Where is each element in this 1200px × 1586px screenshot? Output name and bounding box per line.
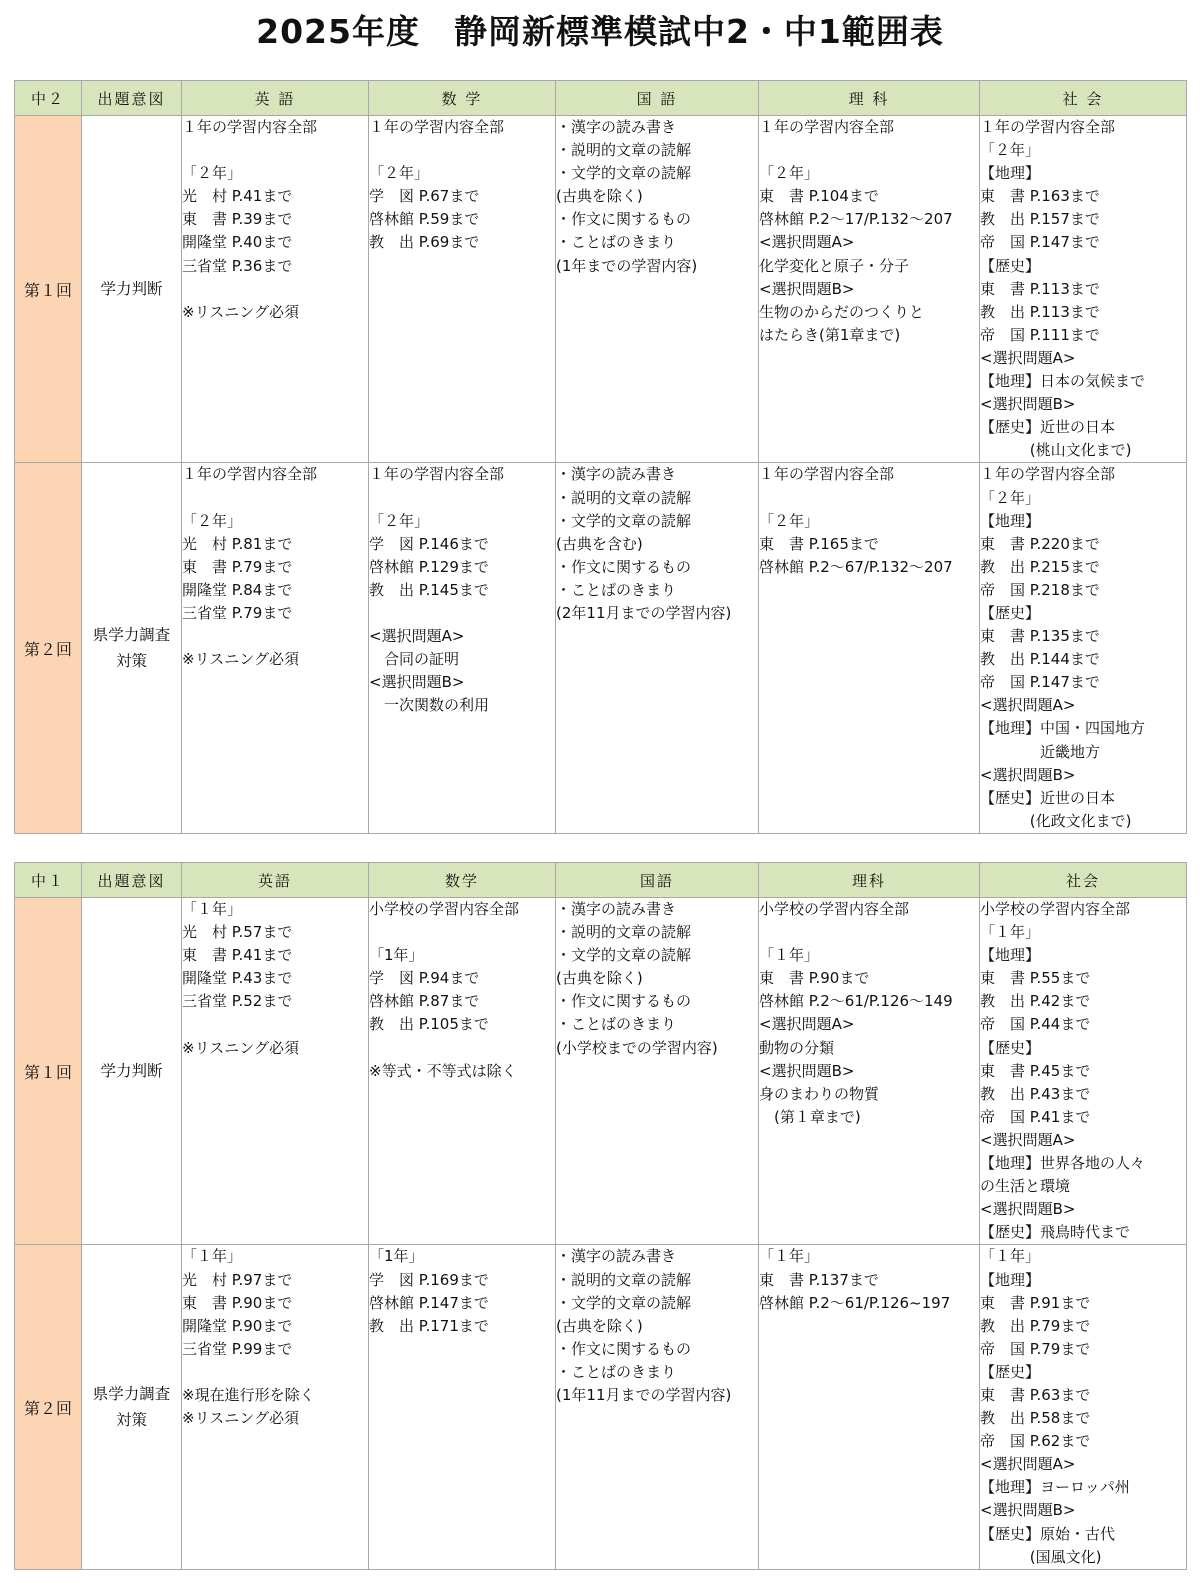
column-header: 理科	[759, 863, 980, 898]
intent-line: 対策	[115, 652, 147, 671]
range-line: ・説明的文章の読解	[556, 488, 692, 507]
range-line: 「１年」	[759, 1247, 820, 1266]
range-line: 帝 国 P.147まで	[980, 673, 1100, 692]
range-line: 啓林館 P.129まで	[369, 557, 489, 576]
japanese-range-cell	[556, 116, 759, 463]
range-line: 「２年」	[182, 164, 243, 183]
range-line	[182, 1361, 368, 1384]
range-line: 東 書 P.41まで	[182, 946, 293, 965]
range-line: (古典を含む)	[556, 534, 643, 553]
range-line: 身のまわりの物質	[759, 1084, 880, 1103]
range-line: 教 出 P.69まで	[369, 233, 480, 252]
range-line: 開隆堂 P.84まで	[182, 580, 293, 599]
range-line: １年の学習内容全部	[369, 465, 505, 484]
range-line: 三省堂 P.99まで	[182, 1339, 293, 1358]
range-line: の生活と環境	[980, 1177, 1071, 1196]
range-line: 啓林館 P.2～67/P.132～207	[759, 557, 953, 576]
range-line: 学 図 P.67まで	[369, 187, 480, 206]
japanese-range-cell	[556, 1245, 759, 1569]
range-line: 「１年」	[182, 900, 243, 918]
range-line: 教 出 P.58まで	[980, 1409, 1091, 1428]
range-line: 生物のからだのつくりと	[759, 302, 925, 321]
range-line: 「1年」	[369, 946, 424, 965]
intent-cell	[82, 463, 182, 834]
range-line: 開隆堂 P.40まで	[182, 233, 293, 252]
range-line: 【歴史】原始・古代	[980, 1524, 1116, 1543]
range-line: 三省堂 P.79まで	[182, 603, 293, 622]
range-line: (古典を除く)	[556, 969, 643, 988]
range-line	[182, 487, 368, 510]
column-header: 出題意図	[82, 863, 182, 898]
intent-line: 県学力調査	[92, 1385, 171, 1404]
range-line: 教 出 P.144まで	[980, 650, 1100, 669]
column-header: 国 語	[556, 81, 759, 116]
range-line	[759, 139, 979, 162]
range-line: 「1年」	[369, 1247, 424, 1266]
range-line: ・漢字の読み書き	[556, 900, 677, 918]
range-line: 【地理】日本の気候まで	[980, 372, 1146, 391]
range-line: <選択問題A>	[980, 348, 1076, 367]
range-line: 帝 国 P.44まで	[980, 1015, 1091, 1034]
range-line: 光 村 P.41まで	[182, 187, 293, 206]
intent-cell	[82, 898, 182, 1245]
header-row	[15, 81, 1187, 116]
range-line: ※リスニング必須	[182, 1409, 299, 1428]
table-row	[15, 463, 1187, 834]
intent-cell	[82, 116, 182, 463]
intent-line: 県学力調査	[92, 626, 171, 645]
math-range-cell	[369, 1245, 556, 1569]
range-line: 開隆堂 P.90まで	[182, 1316, 293, 1335]
range-line	[182, 278, 368, 301]
range-line	[369, 487, 555, 510]
range-line: 【歴史】近世の日本	[980, 788, 1116, 807]
range-line: 東 書 P.135まで	[980, 627, 1100, 646]
range-line: ・文学的文章の読解	[556, 1293, 692, 1312]
range-line: 【地理】	[980, 511, 1041, 530]
range-line	[369, 921, 555, 944]
range-line: 帝 国 P.218まで	[980, 580, 1100, 599]
science-range-cell	[759, 898, 980, 1245]
range-line: 【地理】	[980, 164, 1041, 183]
range-line: 学 図 P.169まで	[369, 1270, 489, 1289]
table-row	[15, 1245, 1187, 1569]
range-line: 教 出 P.43まで	[980, 1084, 1091, 1103]
range-line: ・ことばのきまり	[556, 233, 677, 252]
range-line: ※リスニング必須	[182, 302, 299, 321]
range-line: ・作文に関するもの	[556, 210, 692, 229]
range-line: 東 書 P.165まで	[759, 534, 879, 553]
range-line: 教 出 P.171まで	[369, 1316, 489, 1335]
japanese-range-cell	[556, 898, 759, 1245]
english-range-cell	[182, 1245, 369, 1569]
social-range-cell	[980, 463, 1187, 834]
range-line: 「１年」	[182, 1247, 243, 1266]
exam-round-label: 第２回	[15, 1245, 82, 1569]
range-line: ・ことばのきまり	[556, 1362, 677, 1381]
range-line: 【地理】中国・四国地方	[980, 719, 1146, 738]
english-range-cell	[182, 463, 369, 834]
range-line: 小学校の学習内容全部	[759, 900, 910, 918]
range-line: (古典を除く)	[556, 1316, 643, 1335]
range-line: (国風文化)	[980, 1547, 1102, 1566]
range-line: 「２年」	[369, 164, 430, 183]
range-line: 学 図 P.146まで	[369, 534, 489, 553]
range-line: <選択問題A>	[369, 627, 465, 646]
range-line: ・文学的文章の読解	[556, 511, 692, 530]
range-line: 教 出 P.79まで	[980, 1316, 1091, 1335]
column-header: 国語	[556, 863, 759, 898]
social-range-cell	[980, 116, 1187, 463]
column-header: 出題意図	[82, 81, 182, 116]
range-line: <選択問題B>	[980, 1501, 1076, 1520]
range-line: 三省堂 P.36まで	[182, 256, 293, 275]
range-line: 東 書 P.79まで	[182, 557, 293, 576]
intent-cell	[82, 1245, 182, 1569]
range-line: ・作文に関するもの	[556, 1339, 692, 1358]
range-line: <選択問題B>	[980, 765, 1076, 784]
column-header: 中１	[15, 863, 82, 898]
science-range-cell	[759, 463, 980, 834]
range-line: <選択問題B>	[980, 1200, 1076, 1219]
intent-line: 学力判断	[100, 280, 163, 299]
english-range-cell	[182, 116, 369, 463]
range-line: 東 書 P.104まで	[759, 187, 879, 206]
range-line: 小学校の学習内容全部	[980, 900, 1131, 918]
range-line: ※リスニング必須	[182, 1038, 299, 1057]
column-header: 中２	[15, 81, 82, 116]
range-line: 化学変化と原子・分子	[759, 256, 910, 275]
range-line: １年の学習内容全部	[759, 118, 895, 136]
range-line: ※リスニング必須	[182, 650, 299, 669]
math-range-cell	[369, 898, 556, 1245]
science-range-cell	[759, 116, 980, 463]
range-line: <選択問題B>	[759, 1061, 855, 1080]
range-line: ・作文に関するもの	[556, 557, 692, 576]
range-line: (化政文化まで)	[980, 811, 1132, 830]
range-line: 「２年」	[980, 141, 1041, 160]
range-line: (2年11月までの学習内容)	[556, 603, 732, 622]
range-line: 教 出 P.215まで	[980, 557, 1100, 576]
range-line: <選択問題B>	[980, 395, 1076, 414]
range-line: 東 書 P.63まで	[980, 1385, 1091, 1404]
range-line: ・ことばのきまり	[556, 1015, 677, 1034]
range-line	[182, 139, 368, 162]
range-line: １年の学習内容全部	[759, 465, 895, 484]
range-line: １年の学習内容全部	[980, 465, 1116, 484]
range-line: 啓林館 P.147まで	[369, 1293, 489, 1312]
range-table-grade2	[14, 80, 1187, 834]
range-line: 【地理】世界各地の人々	[980, 1154, 1146, 1173]
range-line: 帝 国 P.79まで	[980, 1339, 1091, 1358]
range-line: (第１章まで)	[759, 1107, 861, 1126]
column-header: 社 会	[980, 81, 1187, 116]
range-line: はたらき(第1章まで)	[759, 325, 901, 344]
japanese-range-cell	[556, 463, 759, 834]
range-line: (古典を除く)	[556, 187, 643, 206]
range-line: １年の学習内容全部	[369, 118, 505, 136]
range-line: 帝 国 P.41まで	[980, 1107, 1091, 1126]
range-line: 東 書 P.113まで	[980, 279, 1100, 298]
intent-line: 学力判断	[100, 1062, 163, 1081]
range-line: ・漢字の読み書き	[556, 1247, 677, 1266]
range-line: 東 書 P.91まで	[980, 1293, 1091, 1312]
range-line: 【歴史】飛鳥時代まで	[980, 1223, 1131, 1242]
range-line: １年の学習内容全部	[182, 465, 318, 484]
range-line: 東 書 P.45まで	[980, 1061, 1091, 1080]
range-line: (1年までの学習内容)	[556, 256, 698, 275]
column-header: 数学	[369, 863, 556, 898]
range-table-grade1	[14, 862, 1187, 1570]
range-line: 「１年」	[980, 923, 1041, 942]
range-line: ・作文に関するもの	[556, 992, 692, 1011]
column-header: 英 語	[182, 81, 369, 116]
range-line: 教 出 P.42まで	[980, 992, 1091, 1011]
range-line: 学 図 P.94まで	[369, 969, 480, 988]
column-header: 理 科	[759, 81, 980, 116]
range-line: 光 村 P.81まで	[182, 534, 293, 553]
range-line: 【歴史】	[980, 603, 1041, 622]
range-line: 「２年」	[369, 511, 430, 530]
header-row	[15, 863, 1187, 898]
range-line: 東 書 P.90まで	[759, 969, 870, 988]
column-header: 社会	[980, 863, 1187, 898]
exam-round-label: 第１回	[15, 898, 82, 1245]
range-line: <選択問題A>	[759, 1015, 855, 1034]
range-line: １年の学習内容全部	[182, 118, 318, 136]
range-line: 東 書 P.220まで	[980, 534, 1100, 553]
range-line: １年の学習内容全部	[980, 118, 1116, 136]
social-range-cell	[980, 1245, 1187, 1569]
range-line: 東 書 P.39まで	[182, 210, 293, 229]
range-line: ・文学的文章の読解	[556, 164, 692, 183]
range-line: 東 書 P.163まで	[980, 187, 1100, 206]
range-line	[369, 602, 555, 625]
range-line	[759, 487, 979, 510]
range-line: 啓林館 P.2～61/P.126~197	[759, 1293, 951, 1312]
range-line	[182, 625, 368, 648]
science-range-cell	[759, 1245, 980, 1569]
range-line	[369, 139, 555, 162]
range-line: 合同の証明	[369, 650, 460, 669]
range-line: 近畿地方	[980, 742, 1101, 761]
range-line: 「２年」	[182, 511, 243, 530]
range-line: 【歴史】近世の日本	[980, 418, 1116, 437]
range-line: 動物の分類	[759, 1038, 835, 1057]
range-line: 「１年」	[980, 1247, 1041, 1266]
english-range-cell	[182, 898, 369, 1245]
range-line: 光 村 P.57まで	[182, 923, 293, 942]
range-line: 「１年」	[759, 946, 820, 965]
range-line: 「２年」	[759, 164, 820, 183]
range-line: <選択問題B>	[369, 673, 465, 692]
range-line: ・ことばのきまり	[556, 580, 677, 599]
range-line	[182, 1013, 368, 1036]
range-line: 帝 国 P.111まで	[980, 325, 1100, 344]
range-line: 小学校の学習内容全部	[369, 900, 520, 918]
range-line: ・文学的文章の読解	[556, 946, 692, 965]
range-line	[369, 1037, 555, 1060]
range-line: 啓林館 P.2～61/P.126～149	[759, 992, 953, 1011]
range-line: 「２年」	[980, 488, 1041, 507]
range-line: <選択問題A>	[980, 1455, 1076, 1474]
range-line: 【地理】	[980, 946, 1041, 965]
range-line: 帝 国 P.147まで	[980, 233, 1100, 252]
range-line: 教 出 P.105まで	[369, 1015, 489, 1034]
range-line: ・漢字の読み書き	[556, 118, 677, 136]
range-line: 【歴史】	[980, 256, 1041, 275]
range-line: 光 村 P.97まで	[182, 1270, 293, 1289]
range-line: 開隆堂 P.43まで	[182, 969, 293, 988]
range-line: ・説明的文章の読解	[556, 923, 692, 942]
column-header: 英語	[182, 863, 369, 898]
exam-round-label: 第２回	[15, 463, 82, 834]
range-line: <選択問題A>	[980, 696, 1076, 715]
range-line: 一次関数の利用	[369, 696, 490, 715]
range-line: 【歴史】	[980, 1038, 1041, 1057]
exam-round-label: 第１回	[15, 116, 82, 463]
intent-line: 対策	[115, 1411, 147, 1430]
range-line: (1年11月までの学習内容)	[556, 1385, 732, 1404]
range-line: ・説明的文章の読解	[556, 1270, 692, 1289]
range-line: (小学校までの学習内容)	[556, 1038, 718, 1057]
range-line: 啓林館 P.59まで	[369, 210, 480, 229]
range-line: ※等式・不等式は除く	[369, 1061, 517, 1080]
table-row	[15, 898, 1187, 1245]
range-line: ※現在進行形を除く	[182, 1385, 315, 1404]
range-line: 東 書 P.137まで	[759, 1270, 879, 1289]
range-line: 東 書 P.55まで	[980, 969, 1091, 988]
range-line: 「２年」	[759, 511, 820, 530]
column-header: 数 学	[369, 81, 556, 116]
range-line: 教 出 P.145まで	[369, 580, 489, 599]
range-line: 【地理】	[980, 1270, 1041, 1289]
math-range-cell	[369, 116, 556, 463]
range-line: <選択問題A>	[980, 1130, 1076, 1149]
table-row	[15, 116, 1187, 463]
range-line: ・説明的文章の読解	[556, 141, 692, 160]
range-line: 【地理】ヨーロッパ州	[980, 1478, 1130, 1497]
range-line: 教 出 P.113まで	[980, 302, 1100, 321]
range-line: (桃山文化まで)	[980, 441, 1132, 460]
range-line: 帝 国 P.62まで	[980, 1432, 1091, 1451]
range-line: ・漢字の読み書き	[556, 465, 677, 484]
range-line: <選択問題A>	[759, 233, 855, 252]
range-line: 啓林館 P.2～17/P.132～207	[759, 210, 953, 229]
math-range-cell	[369, 463, 556, 834]
range-line: 啓林館 P.87まで	[369, 992, 480, 1011]
range-line: 三省堂 P.52まで	[182, 992, 293, 1011]
range-line: 教 出 P.157まで	[980, 210, 1100, 229]
social-range-cell	[980, 898, 1187, 1245]
range-line: 東 書 P.90まで	[182, 1293, 293, 1312]
range-line: <選択問題B>	[759, 279, 855, 298]
page-title: 2025年度 静岡新標準模試中2・中1範囲表	[256, 12, 944, 51]
range-line: 【歴史】	[980, 1362, 1041, 1381]
range-line	[759, 921, 979, 944]
